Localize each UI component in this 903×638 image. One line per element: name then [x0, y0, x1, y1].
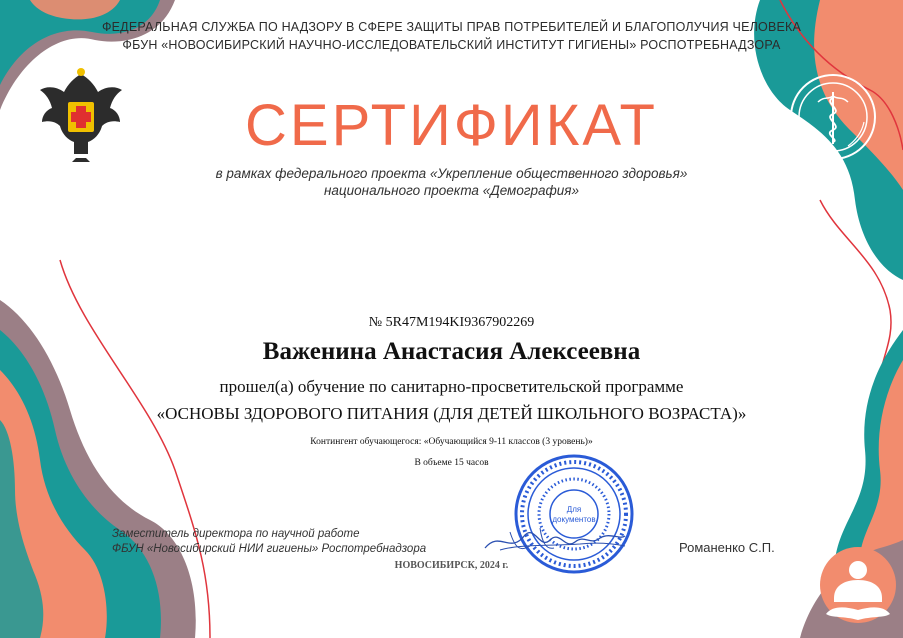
- signer-position-line-2: ФБУН «Новосибирский НИИ гигиены» Роспотребнадзора: [112, 543, 427, 555]
- training-statement: прошел(а) обучение по санитарно-просветительской программе: [219, 377, 684, 396]
- certificate-title: СЕРТИФИКАТ: [245, 93, 658, 158]
- subtitle-line-1: в рамках федерального проекта «Укрепление общественного здоровья»: [215, 166, 688, 181]
- person-logo-icon: [822, 556, 894, 628]
- program-name: «ОСНОВЫ ЗДОРОВОГО ПИТАНИЯ (ДЛЯ ДЕТЕЙ ШКОЛЬНОГО ВОЗРАСТА)»: [156, 404, 747, 423]
- place-date: НОВОСИБИРСК, 2024 г.: [394, 560, 509, 571]
- contingent-text: Контингент обучающегося: «Обучающийся 9-11 классов (3 уровень)»: [310, 437, 593, 447]
- signer-position-line-1: Заместитель директора по научной работе: [112, 528, 360, 540]
- certificate-number: № 5R47M194KI9367902269: [368, 315, 535, 330]
- handwritten-signature: [480, 520, 630, 560]
- stamp-text-1: Для: [566, 505, 582, 514]
- recipient-name: Важенина Анастасия Алексеевна: [262, 338, 641, 365]
- header-line-2: ФБУН «НОВОСИБИРСКИЙ НАУЧНО-ИССЛЕДОВАТЕЛЬСКИЙ ИНСТИТУТ ГИГИЕНЫ» РОСПОТРЕБНАДЗОРА: [122, 38, 781, 52]
- stamp-text-2: документов: [552, 515, 596, 524]
- subtitle-line-2: национального проекта «Демография»: [323, 183, 580, 198]
- header-line-1: ФЕДЕРАЛЬНАЯ СЛУЖБА ПО НАДЗОРУ В СФЕРЕ ЗАЩИТЫ ПРАВ ПОТРЕБИТЕЛЕЙ И БЛАГОПОЛУЧИЯ ЧЕЛОВЕКА: [101, 20, 802, 34]
- signer-name: Романенко С.П.: [679, 540, 775, 555]
- volume-text: В объеме 15 часов: [414, 458, 489, 468]
